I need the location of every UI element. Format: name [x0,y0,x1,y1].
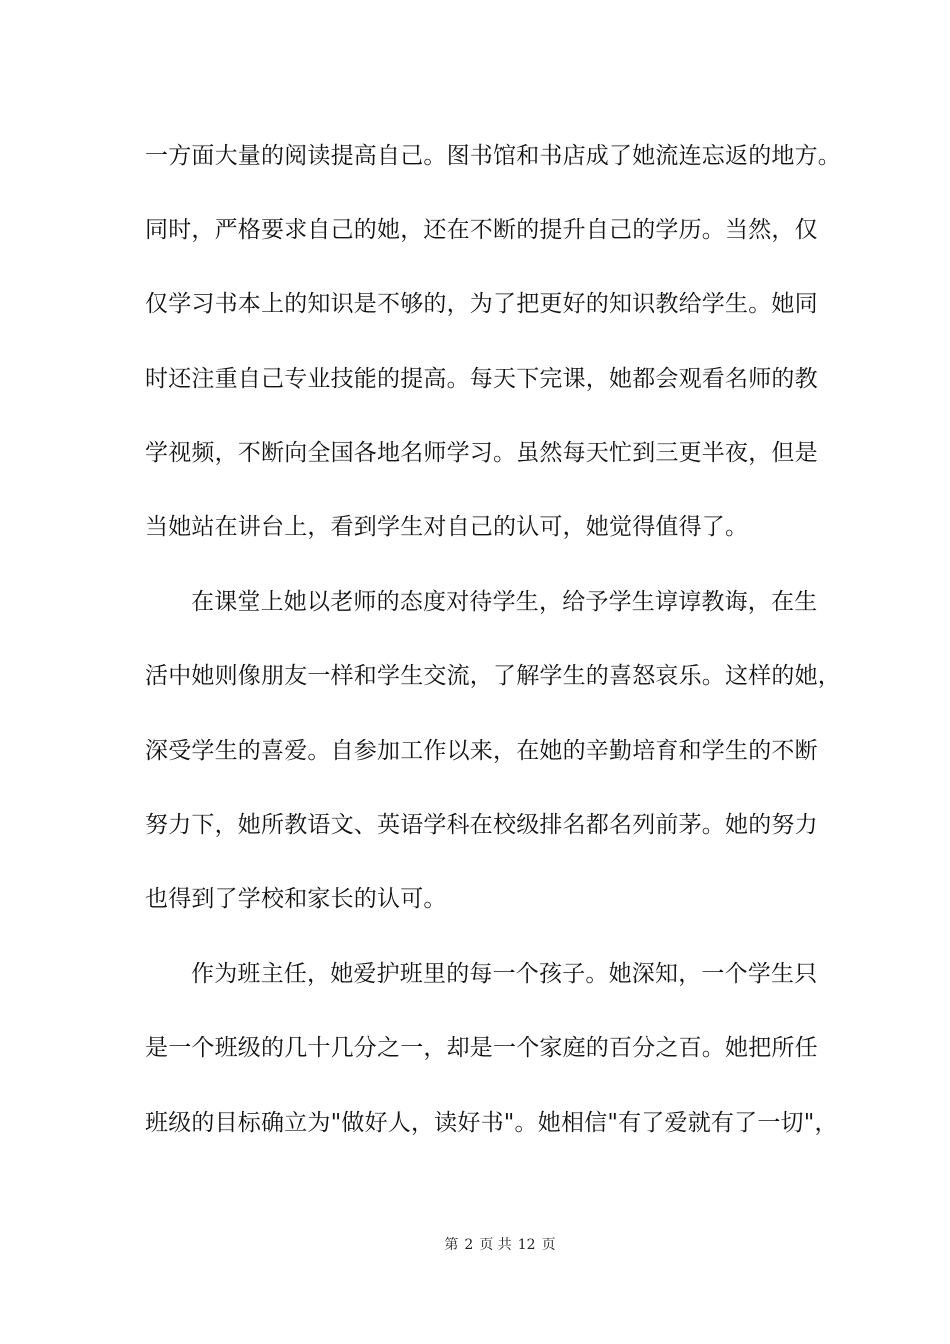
page-number-footer [0,1236,950,1254]
footer-total-pages: 12 [517,1237,536,1253]
paragraph-start-line: 在课堂上她以老师的态度对待学生，给予学生谆谆教诲，在生 [191,589,818,615]
text-line: 活中她则像朋友一样和学生交流，了解学生的喜怒哀乐。这样的她， [145,663,841,689]
text-line: 努力下，她所教语文、英语学科在校级排名都名列前茅。她的努力 [145,812,818,838]
text-line: 时还注重自己专业技能的提高。每天下完课，她都会观看名师的教 [145,366,818,392]
footer-middle: 页 共 [479,1237,512,1253]
text-line: 仅学习书本上的知识是不够的，为了把更好的知识教给学生。她同 [145,291,818,317]
text-line: 深受学生的喜爱。自参加工作以来，在她的辛勤培育和学生的不断 [145,738,818,764]
footer-page-number: 2 [464,1237,474,1253]
paragraph-start-line: 作为班主任，她爱护班里的每一个孩子。她深知，一个学生只 [191,961,818,987]
text-line: 当她站在讲台上，看到学生对自己的认可，她觉得值得了。 [145,514,749,540]
text-line: 是一个班级的几十几分之一，却是一个家庭的百分之百。她把所任 [145,1035,818,1061]
footer-suffix: 页 [541,1237,556,1253]
text-line: 一方面大量的阅读提高自己。图书馆和书店成了她流连忘返的地方。 [145,143,841,169]
text-line: 也得到了学校和家长的认可。 [145,886,447,912]
text-line: 班级的目标确立为"做好人，读好书"。她相信"有了爱就有了一切"， [145,1110,838,1136]
text-line: 学视频，不断向全国各地名师学习。虽然每天忙到三更半夜，但是 [145,440,818,466]
text-line: 同时，严格要求自己的她，还在不断的提升自己的学历。当然，仅 [145,217,818,243]
footer-prefix: 第 [444,1237,459,1253]
